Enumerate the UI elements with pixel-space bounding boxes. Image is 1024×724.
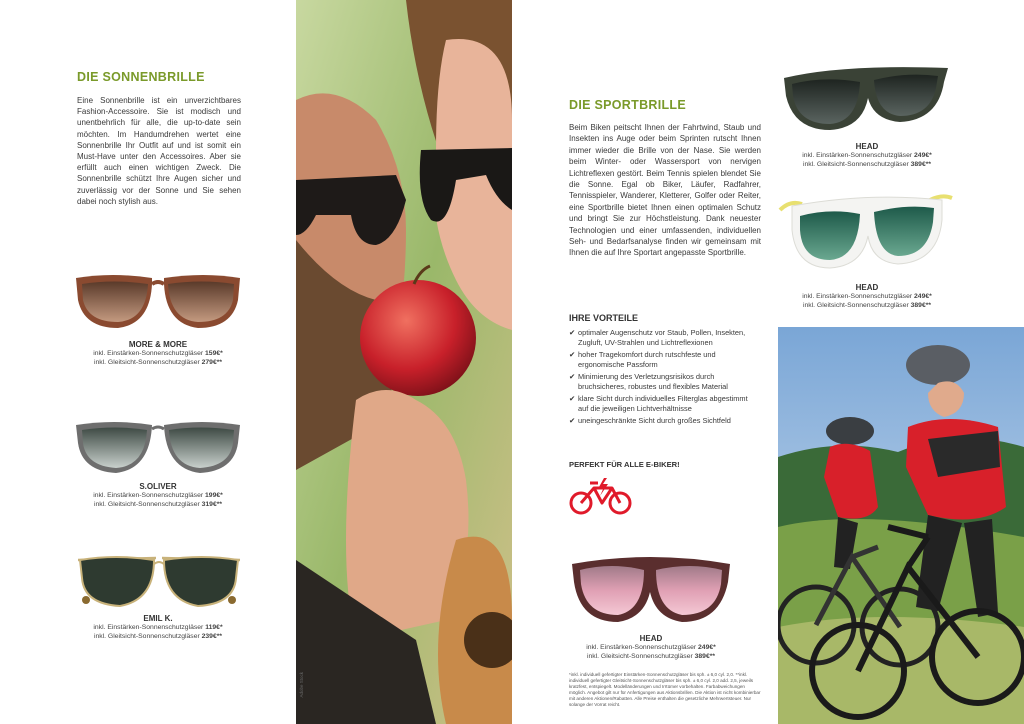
price-value: 159€* — [205, 350, 223, 357]
soliver-sunglasses-image — [72, 415, 244, 481]
product-price-line — [784, 301, 950, 310]
benefit-item: ✔ klare Sicht durch individuelles Filterglas abgestimmt auf die jeweiligen Lichtverhältnisse — [569, 394, 748, 413]
mountain-bikers-photo — [778, 327, 1024, 724]
product-price-line — [784, 160, 950, 169]
price-label: inkl. Einstärken-Sonnenschutzgläser — [93, 492, 204, 499]
check-icon: ✔ — [569, 394, 576, 403]
price-label: inkl. Einstärken-Sonnenschutzgläser — [586, 644, 697, 651]
benefit-item: ✔ Minimierung des Verletzungsrisikos durch bruchsicheres, robustes und flexibles Material — [569, 372, 728, 391]
sportbrille-paragraph: Beim Biken peitscht Ihnen der Fahrtwind, Staub und Insekten ins Auge oder beim Sprinten rutscht Ihnen immer wieder die Brille von der Nase. Sie werden beim Winter- oder Wassersport von nervigen Lichtreflexen gestört. Beim Tennis spielen blendet Sie die Sonne. Egal ob Biker, Läufer, Radfahrer, Tennisspieler, Wanderer, Kletterer, Golfer oder Reiter, eine Sportbrille bietet Ihnen einen optimalen Schutz und bringt Sie zur Höchstleistung. Dank neuester Technologien und einer umfassenden, individuellen Seh- und Bedarfsanalyse finden wir gemeinsam mit Ihnen die auf Ihre Sportart angepasste Sportbrille. — [569, 123, 761, 258]
price-value: 249€* — [698, 644, 716, 651]
emil-k-sunglasses-image — [74, 548, 244, 614]
benefits-list — [569, 328, 759, 428]
product-brand: HEAD — [855, 142, 879, 151]
more-and-more-sunglasses-image — [72, 270, 244, 336]
head-dark-sportglasses-image — [782, 60, 950, 138]
ebike-icon — [568, 476, 634, 516]
price-value: 319€** — [201, 501, 223, 508]
product-price-line — [72, 358, 244, 367]
price-value: 199€* — [205, 492, 223, 499]
price-label: inkl. Gleitsicht-Sonnenschutzgläser — [802, 302, 909, 309]
price-label: inkl. Gleitsicht-Sonnenschutzgläser — [586, 653, 693, 660]
product-brand: MORE & MORE — [128, 340, 188, 349]
product-brand: HEAD — [855, 283, 879, 292]
ebike-heading: PERFEKT FÜR ALLE E-BIKER! — [569, 460, 680, 469]
product-brand: HEAD — [639, 634, 663, 643]
product-price-line — [568, 643, 734, 652]
benefits-heading: IHRE VORTEILE — [569, 313, 639, 323]
product-price-line — [784, 292, 950, 301]
sportbrille-heading: DIE SPORTBRILLE — [569, 98, 687, 112]
product-price-line — [568, 652, 734, 661]
product-price-line — [72, 500, 244, 509]
price-label: inkl. Einstärken-Sonnenschutzgläser — [93, 624, 204, 631]
product-price-line — [72, 632, 244, 641]
price-value: 389€** — [910, 161, 932, 168]
price-label: inkl. Einstärken-Sonnenschutzgläser — [802, 293, 913, 300]
price-label: inkl. Gleitsicht-Sonnenschutzgläser — [802, 161, 909, 168]
head-white-sportglasses-image — [778, 190, 954, 278]
benefit-item: ✔ optimaler Augenschutz vor Staub, Pollen, Insekten, Zugluft, UV-Strahlen und Lichtreflexionen — [569, 328, 746, 347]
benefit-item: ✔ uneingeschränkte Sicht durch großes Sichtfeld — [569, 416, 731, 425]
price-value: 389€** — [694, 653, 716, 660]
check-icon: ✔ — [569, 416, 576, 425]
check-icon: ✔ — [569, 350, 576, 359]
price-value: 389€** — [910, 302, 932, 309]
product-price-line — [72, 349, 244, 358]
price-value: 249€* — [914, 152, 932, 159]
check-icon: ✔ — [569, 328, 576, 337]
price-label: inkl. Gleitsicht-Sonnenschutzgläser — [93, 359, 200, 366]
product-brand: EMIL K. — [143, 614, 173, 623]
product-brand: S.OLIVER — [139, 482, 177, 491]
product-price-line — [72, 491, 244, 500]
sonnenbrille-heading: DIE SONNENBRILLE — [77, 70, 205, 84]
price-label: inkl. Gleitsicht-Sonnenschutzgläser — [93, 633, 200, 640]
product-price-line — [72, 623, 244, 632]
footnote: *inkl. individuell gefertigter Einstärken-Sonnenschutzgläser bis sph. ± 6,0 cyl. 2,0. **inkl. individuell gefertigter Gleitsicht-Sonnenschutzgläser bis sph. ± 6,0 cyl. 2,0 add. 2,5, jeweils kratzfest, entspiegelt. Modelländerungen und Irrtümer vorbehalten. Farbabweichungen möglich. Angebot gilt nur für Anfertigungen aus Aktionsbrillen. Die Aktion ist nicht kombinierbar mit anderen Aktionen/Rabatten. Alle Preise enthalten die gesetzliche Mehrwertsteuer. Nur solange der Vorrat reicht. — [569, 672, 761, 707]
price-label: inkl. Gleitsicht-Sonnenschutzgläser — [93, 501, 200, 508]
price-value: 119€* — [205, 624, 223, 631]
couple-apple-photo — [296, 0, 512, 724]
price-value: 239€** — [201, 633, 223, 640]
photo-credit: Adobe Stock — [299, 672, 304, 698]
head-pink-sportglasses-image — [570, 552, 732, 630]
price-value: 279€** — [201, 359, 223, 366]
sonnenbrille-paragraph: Eine Sonnenbrille ist ein unverzichtbares Fashion-Accessoire. Sie ist modisch und unentbehrlich für alle, die up-to-date sein möchten. Im Handumdrehen wertet eine Sonnenbrille Ihr Outfit auf und ist somit ein Must-Have unter den Accessoires. Aber sie erfüllt auch einen wichtigen Zweck. Die Sonnenbrille schützt Ihre Augen sicher und zuverlässig vor der Sonne und Sie sehen dabei noch stylish aus. — [77, 96, 241, 206]
product-price-line — [784, 151, 950, 160]
check-icon: ✔ — [569, 372, 576, 381]
price-label: inkl. Einstärken-Sonnenschutzgläser — [93, 350, 204, 357]
benefit-item: ✔ hoher Tragekomfort durch rutschfeste und ergonomische Passform — [569, 350, 716, 369]
price-value: 249€* — [914, 293, 932, 300]
price-label: inkl. Einstärken-Sonnenschutzgläser — [802, 152, 913, 159]
